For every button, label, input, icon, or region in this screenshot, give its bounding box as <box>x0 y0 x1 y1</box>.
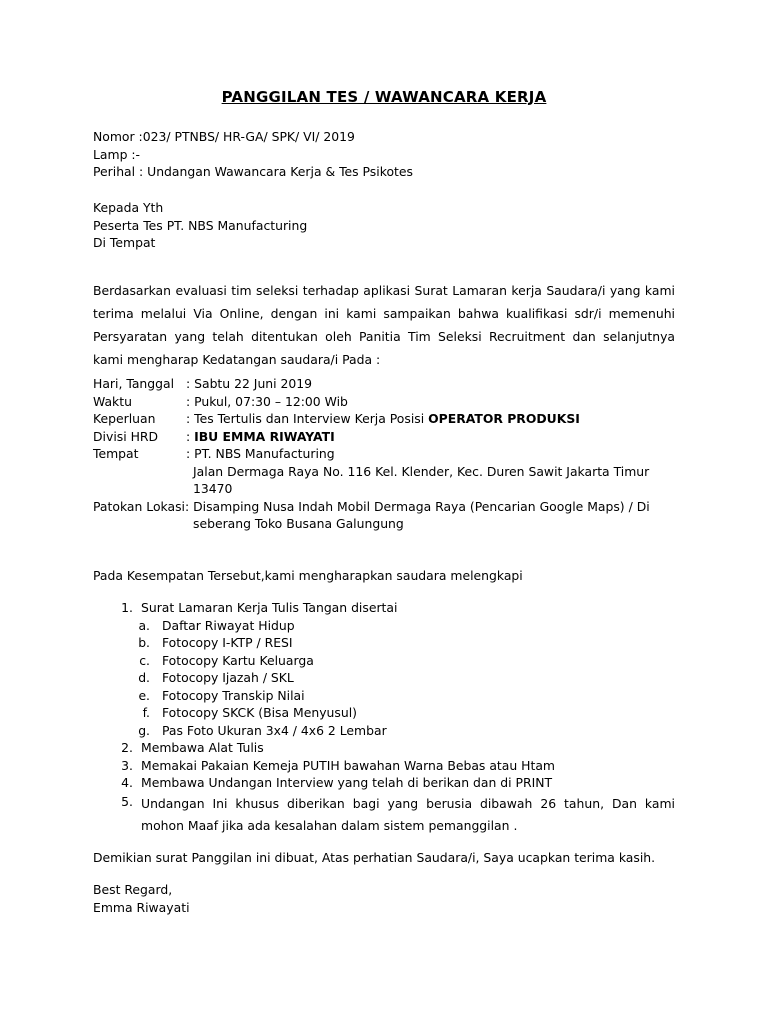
list-text: Memakai Pakaian Kemeja PUTIH bawahan Warna Bebas atau Htam <box>141 757 555 773</box>
list-text: Membawa Undangan Interview yang telah di berikan dan di PRINT <box>141 775 553 790</box>
detail-value: : Sabtu 22 Juni 2019 <box>186 376 313 391</box>
list-item <box>93 599 675 617</box>
detail-colon: : <box>186 428 195 444</box>
postal-code: 13470 <box>193 481 233 496</box>
detail-row-keperluan <box>93 410 675 428</box>
sub-list-text: Pas Foto Ukuran 3x4 / 4x6 2 Lembar <box>162 722 387 738</box>
sub-list-item <box>93 722 675 740</box>
detail-row-tempat <box>93 445 675 463</box>
sub-list-letter: a. <box>138 617 150 633</box>
sub-list-text: Fotocopy Ijazah / SKL <box>162 670 294 685</box>
detail-label: Tempat <box>93 446 139 461</box>
sub-list-text: Fotocopy Transkip Nilai <box>162 687 305 703</box>
detail-value: : Pukul, 07:30 – 12:00 Wib <box>186 393 348 409</box>
recipient-line-3: Di Tempat <box>93 235 156 250</box>
sub-list-item <box>93 687 675 705</box>
letter-title: PANGGILAN TES / WAWANCARA KERJA <box>221 88 547 106</box>
patokan-continuation: seberang Toko Busana Galungung <box>193 516 404 531</box>
list-item <box>93 757 675 775</box>
sub-list-letter: d. <box>138 670 150 685</box>
position-name: OPERATOR PRODUKSI <box>428 411 580 426</box>
detail-label: Waktu <box>93 393 132 409</box>
list-number: 5. <box>121 793 133 809</box>
sub-list-item <box>93 669 675 687</box>
sub-list-item <box>93 634 675 652</box>
list-item <box>93 793 675 837</box>
lamp-line: Lamp :- <box>93 146 141 162</box>
list-text: Surat Lamaran Kerja Tulis Tangan disertai <box>141 600 398 615</box>
perihal-line: Perihal : Undangan Wawancara Kerja & Tes Psikotes <box>93 164 413 179</box>
detail-row-waktu <box>93 393 675 411</box>
list-text: Membawa Alat Tulis <box>141 740 264 755</box>
list-item <box>93 774 675 792</box>
sub-list-text: Fotocopy Kartu Keluarga <box>162 652 314 668</box>
sub-list-letter: f. <box>142 705 150 720</box>
letter-header <box>93 128 675 181</box>
recipient-line-1: Kepada Yth <box>93 200 164 215</box>
address-line: Jalan Dermaga Raya No. 116 Kel. Klender, Kec. Duren Sawit Jakarta Timur <box>193 463 650 479</box>
list-number: 1. <box>121 600 133 615</box>
details-block <box>93 375 675 533</box>
hrd-name: IBU EMMA RIWAYATI <box>194 428 335 444</box>
closing-paragraph: Demikian surat Panggilan ini dibuat, Atas perhatian Saudara/i, Saya ucapkan terima kasih. <box>93 850 656 865</box>
detail-label: Keperluan <box>93 411 156 426</box>
sub-list <box>93 617 675 740</box>
detail-row-hari <box>93 375 675 393</box>
detail-label: Hari, Tanggal <box>93 376 175 391</box>
signoff-block <box>93 881 675 916</box>
sub-list-item <box>93 704 675 722</box>
list-number: 2. <box>121 740 133 755</box>
list-item <box>93 739 675 757</box>
requirements-list <box>93 599 675 837</box>
detail-label: Divisi HRD <box>93 428 159 444</box>
signer-name: Emma Riwayati <box>93 899 190 915</box>
sub-list-letter: c. <box>139 652 150 668</box>
sub-list-item <box>93 652 675 670</box>
detail-value: : PT. NBS Manufacturing <box>186 446 335 461</box>
intro-paragraph: Berdasarkan evaluasi tim seleksi terhadap aplikasi Surat Lamaran kerja Saudara/i yang kami terima melalui Via Online, dengan ini kami sampaikan bahwa kualifikasi sdr/i memenuhi Persyaratan yang telah ditentukan oleh Panitia Tim Seleksi Recruitment dan selanjutnya kami mengharap Kedatangan saudara/i Pada : <box>93 283 675 367</box>
list-text: Undangan Ini khusus diberikan bagi yang berusia dibawah 26 tahun, Dan kami mohon Maaf jika ada kesalahan dalam sistem pemanggilan . <box>141 795 675 833</box>
list-number: 3. <box>121 757 133 773</box>
sub-list-text: Fotocopy SKCK (Bisa Menyusul) <box>162 705 357 720</box>
sub-list-letter: e. <box>138 687 150 703</box>
prep-intro: Pada Kesempatan Tersebut,kami mengharapkan saudara melengkapi <box>93 568 523 583</box>
nomor-line: Nomor :023/ PTNBS/ HR-GA/ SPK/ VI/ 2019 <box>93 129 355 144</box>
sub-list-letter: b. <box>138 635 150 650</box>
recipient-line-2: Peserta Tes PT. NBS Manufacturing <box>93 217 308 233</box>
list-number: 4. <box>121 775 133 790</box>
detail-value: : Tes Tertulis dan Interview Kerja Posisi <box>186 411 429 426</box>
sub-list-letter: g. <box>138 722 150 738</box>
sub-list-item <box>93 617 675 635</box>
recipient-block <box>93 199 675 252</box>
detail-row-divisi <box>93 428 675 446</box>
sub-list-text: Fotocopy I-KTP / RESI <box>162 635 293 650</box>
sub-list-text: Daftar Riwayat Hidup <box>162 617 295 633</box>
signoff-line-1: Best Regard, <box>93 882 173 897</box>
patokan-line: Patokan Lokasi: Disamping Nusa Indah Mobil Dermaga Raya (Pencarian Google Maps) / Di <box>93 498 650 514</box>
